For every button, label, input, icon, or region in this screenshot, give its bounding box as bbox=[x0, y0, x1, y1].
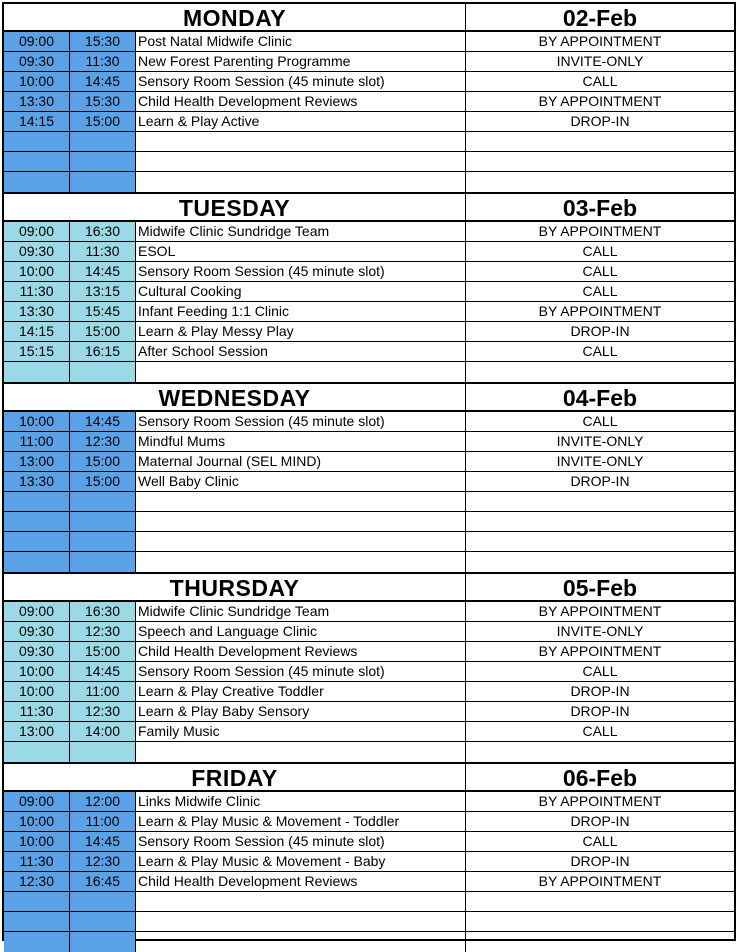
start-time: 09:00 bbox=[4, 222, 70, 241]
schedule-row bbox=[4, 512, 734, 532]
access-type: BY APPOINTMENT bbox=[538, 603, 662, 619]
start-time: 10:00 bbox=[4, 832, 70, 851]
activity-name bbox=[136, 742, 466, 762]
activity-name: Well Baby Clinic bbox=[136, 472, 466, 491]
day-name: TUESDAY bbox=[4, 194, 466, 220]
activity-name bbox=[136, 932, 466, 952]
start-time bbox=[4, 132, 70, 151]
end-time: 12:30 bbox=[70, 702, 136, 721]
end-time: 16:30 bbox=[70, 222, 136, 241]
access-type bbox=[466, 512, 734, 531]
activity-name: Child Health Development Reviews bbox=[136, 872, 466, 891]
schedule-row bbox=[4, 322, 734, 342]
start-time: 10:00 bbox=[4, 412, 70, 431]
end-time: 14:45 bbox=[70, 832, 136, 851]
access-type bbox=[466, 172, 734, 192]
end-time bbox=[70, 492, 136, 511]
start-time: 09:30 bbox=[4, 242, 70, 261]
end-time bbox=[70, 552, 136, 572]
activity-name: Child Health Development Reviews bbox=[136, 92, 466, 111]
activity-name: Cultural Cooking bbox=[136, 282, 466, 301]
day-name: THURSDAY bbox=[4, 574, 466, 600]
activity-name: Links Midwife Clinic bbox=[136, 792, 466, 811]
start-time bbox=[4, 172, 70, 192]
activity-name bbox=[136, 492, 466, 511]
schedule-row bbox=[4, 432, 734, 452]
activity-name: Midwife Clinic Sundridge Team bbox=[136, 222, 466, 241]
end-time: 15:45 bbox=[70, 302, 136, 321]
day-header bbox=[4, 574, 734, 602]
schedule-row bbox=[4, 682, 734, 702]
day-header bbox=[4, 194, 734, 222]
activity-name bbox=[136, 172, 466, 192]
activity-name: Learn & Play Active bbox=[136, 112, 466, 131]
schedule-row bbox=[4, 92, 734, 112]
access-type bbox=[466, 152, 734, 171]
access-type: INVITE-ONLY bbox=[556, 453, 644, 469]
access-type bbox=[466, 932, 734, 952]
end-time: 15:00 bbox=[70, 642, 136, 661]
end-time bbox=[70, 362, 136, 382]
schedule-row bbox=[4, 72, 734, 92]
end-time bbox=[70, 912, 136, 931]
end-time bbox=[70, 532, 136, 551]
activity-name bbox=[136, 132, 466, 151]
day-name: MONDAY bbox=[4, 4, 466, 30]
day-section-tuesday bbox=[4, 194, 734, 384]
schedule-row bbox=[4, 792, 734, 812]
access-type: BY APPOINTMENT bbox=[538, 33, 662, 49]
activity-name: Sensory Room Session (45 minute slot) bbox=[136, 662, 466, 681]
start-time bbox=[4, 532, 70, 551]
activity-name: Family Music bbox=[136, 722, 466, 741]
schedule-row bbox=[4, 302, 734, 322]
schedule-row bbox=[4, 532, 734, 552]
activity-name: Learn & Play Creative Toddler bbox=[136, 682, 466, 701]
end-time: 14:45 bbox=[70, 72, 136, 91]
schedule-row bbox=[4, 832, 734, 852]
schedule-row bbox=[4, 472, 734, 492]
end-time: 12:00 bbox=[70, 792, 136, 811]
schedule-row bbox=[4, 342, 734, 362]
start-time: 11:00 bbox=[4, 432, 70, 451]
day-date: 05-Feb bbox=[562, 575, 638, 601]
activity-name: After School Session bbox=[136, 342, 466, 361]
access-type: DROP-IN bbox=[570, 703, 630, 719]
start-time bbox=[4, 742, 70, 762]
end-time: 14:45 bbox=[70, 412, 136, 431]
start-time: 11:30 bbox=[4, 282, 70, 301]
schedule-row bbox=[4, 112, 734, 132]
access-type: DROP-IN bbox=[570, 473, 630, 489]
access-type: CALL bbox=[582, 663, 618, 679]
schedule-row bbox=[4, 132, 734, 152]
activity-name: Sensory Room Session (45 minute slot) bbox=[136, 412, 466, 431]
end-time: 13:15 bbox=[70, 282, 136, 301]
activity-name bbox=[136, 532, 466, 551]
access-type: DROP-IN bbox=[570, 683, 630, 699]
access-type: BY APPOINTMENT bbox=[538, 303, 662, 319]
schedule-row bbox=[4, 32, 734, 52]
day-header bbox=[4, 384, 734, 412]
access-type: BY APPOINTMENT bbox=[538, 643, 662, 659]
day-date: 02-Feb bbox=[562, 5, 638, 31]
schedule-row bbox=[4, 702, 734, 722]
end-time: 14:00 bbox=[70, 722, 136, 741]
access-type: CALL bbox=[582, 413, 618, 429]
access-type bbox=[466, 912, 734, 931]
start-time: 13:30 bbox=[4, 92, 70, 111]
end-time: 11:00 bbox=[70, 682, 136, 701]
schedule-row bbox=[4, 642, 734, 662]
access-type: DROP-IN bbox=[570, 853, 630, 869]
schedule-row bbox=[4, 222, 734, 242]
start-time: 13:00 bbox=[4, 722, 70, 741]
end-time: 15:00 bbox=[70, 472, 136, 491]
access-type: CALL bbox=[582, 833, 618, 849]
start-time: 14:15 bbox=[4, 322, 70, 341]
day-date: 03-Feb bbox=[562, 195, 638, 221]
schedule-row bbox=[4, 172, 734, 192]
weekly-timetable bbox=[2, 2, 736, 941]
end-time bbox=[70, 932, 136, 952]
access-type: CALL bbox=[582, 73, 618, 89]
start-time: 09:30 bbox=[4, 642, 70, 661]
day-header bbox=[4, 4, 734, 32]
end-time bbox=[70, 132, 136, 151]
start-time: 10:00 bbox=[4, 72, 70, 91]
start-time bbox=[4, 912, 70, 931]
start-time: 13:30 bbox=[4, 472, 70, 491]
access-type bbox=[466, 492, 734, 511]
schedule-row bbox=[4, 152, 734, 172]
schedule-row bbox=[4, 912, 734, 932]
end-time: 16:15 bbox=[70, 342, 136, 361]
access-type: INVITE-ONLY bbox=[556, 623, 644, 639]
access-type: DROP-IN bbox=[570, 113, 630, 129]
access-type: BY APPOINTMENT bbox=[538, 223, 662, 239]
start-time: 10:00 bbox=[4, 662, 70, 681]
start-time: 09:00 bbox=[4, 32, 70, 51]
activity-name: Sensory Room Session (45 minute slot) bbox=[136, 262, 466, 281]
access-type: BY APPOINTMENT bbox=[538, 873, 662, 889]
activity-name: Learn & Play Music & Movement - Baby bbox=[136, 852, 466, 871]
access-type: INVITE-ONLY bbox=[556, 433, 644, 449]
day-section-thursday bbox=[4, 574, 734, 764]
activity-name: Learn & Play Music & Movement - Toddler bbox=[136, 812, 466, 831]
end-time: 14:45 bbox=[70, 262, 136, 281]
start-time: 09:30 bbox=[4, 622, 70, 641]
end-time: 15:00 bbox=[70, 322, 136, 341]
access-type bbox=[466, 362, 734, 382]
schedule-row bbox=[4, 872, 734, 892]
activity-name: Infant Feeding 1:1 Clinic bbox=[136, 302, 466, 321]
activity-name: Learn & Play Messy Play bbox=[136, 322, 466, 341]
access-type bbox=[466, 132, 734, 151]
access-type: BY APPOINTMENT bbox=[538, 793, 662, 809]
start-time bbox=[4, 492, 70, 511]
day-date: 06-Feb bbox=[562, 765, 638, 791]
end-time bbox=[70, 512, 136, 531]
start-time: 10:00 bbox=[4, 262, 70, 281]
activity-name bbox=[136, 152, 466, 171]
activity-name bbox=[136, 552, 466, 572]
activity-name: Learn & Play Baby Sensory bbox=[136, 702, 466, 721]
end-time: 16:45 bbox=[70, 872, 136, 891]
schedule-row bbox=[4, 452, 734, 472]
schedule-row bbox=[4, 722, 734, 742]
access-type bbox=[466, 742, 734, 762]
schedule-row bbox=[4, 742, 734, 762]
schedule-row bbox=[4, 932, 734, 952]
start-time: 10:00 bbox=[4, 812, 70, 831]
activity-name: Post Natal Midwife Clinic bbox=[136, 32, 466, 51]
access-type: CALL bbox=[582, 723, 618, 739]
day-name: FRIDAY bbox=[4, 764, 466, 790]
access-type: CALL bbox=[582, 263, 618, 279]
access-type: CALL bbox=[582, 343, 618, 359]
day-date: 04-Feb bbox=[562, 385, 638, 411]
start-time bbox=[4, 362, 70, 382]
start-time: 13:00 bbox=[4, 452, 70, 471]
start-time: 09:00 bbox=[4, 792, 70, 811]
schedule-row bbox=[4, 602, 734, 622]
activity-name: Sensory Room Session (45 minute slot) bbox=[136, 72, 466, 91]
day-name: WEDNESDAY bbox=[4, 384, 466, 410]
start-time bbox=[4, 892, 70, 911]
schedule-row bbox=[4, 552, 734, 572]
activity-name: Maternal Journal (SEL MIND) bbox=[136, 452, 466, 471]
schedule-row bbox=[4, 812, 734, 832]
activity-name bbox=[136, 512, 466, 531]
access-type bbox=[466, 552, 734, 572]
schedule-row bbox=[4, 852, 734, 872]
access-type: DROP-IN bbox=[570, 323, 630, 339]
end-time: 12:30 bbox=[70, 622, 136, 641]
schedule-row bbox=[4, 52, 734, 72]
schedule-row bbox=[4, 662, 734, 682]
start-time: 09:00 bbox=[4, 602, 70, 621]
start-time: 12:30 bbox=[4, 872, 70, 891]
end-time bbox=[70, 742, 136, 762]
schedule-row bbox=[4, 492, 734, 512]
schedule-row bbox=[4, 622, 734, 642]
end-time: 11:30 bbox=[70, 242, 136, 261]
start-time bbox=[4, 932, 70, 952]
start-time: 09:30 bbox=[4, 52, 70, 71]
start-time bbox=[4, 152, 70, 171]
end-time: 15:30 bbox=[70, 32, 136, 51]
start-time: 10:00 bbox=[4, 682, 70, 701]
day-header bbox=[4, 764, 734, 792]
start-time bbox=[4, 512, 70, 531]
activity-name: Midwife Clinic Sundridge Team bbox=[136, 602, 466, 621]
schedule-row bbox=[4, 282, 734, 302]
end-time bbox=[70, 172, 136, 192]
end-time bbox=[70, 152, 136, 171]
activity-name bbox=[136, 362, 466, 382]
access-type: BY APPOINTMENT bbox=[538, 93, 662, 109]
start-time: 13:30 bbox=[4, 302, 70, 321]
end-time: 15:30 bbox=[70, 92, 136, 111]
day-section-wednesday bbox=[4, 384, 734, 574]
end-time: 11:00 bbox=[70, 812, 136, 831]
access-type: CALL bbox=[582, 283, 618, 299]
access-type bbox=[466, 892, 734, 911]
end-time: 12:30 bbox=[70, 852, 136, 871]
day-section-monday bbox=[4, 4, 734, 194]
activity-name bbox=[136, 912, 466, 931]
activity-name: Child Health Development Reviews bbox=[136, 642, 466, 661]
schedule-row bbox=[4, 262, 734, 282]
activity-name: New Forest Parenting Programme bbox=[136, 52, 466, 71]
end-time bbox=[70, 892, 136, 911]
start-time: 11:30 bbox=[4, 702, 70, 721]
activity-name: ESOL bbox=[136, 242, 466, 261]
access-type: CALL bbox=[582, 243, 618, 259]
activity-name: Mindful Mums bbox=[136, 432, 466, 451]
start-time: 11:30 bbox=[4, 852, 70, 871]
end-time: 15:00 bbox=[70, 112, 136, 131]
start-time: 14:15 bbox=[4, 112, 70, 131]
start-time: 15:15 bbox=[4, 342, 70, 361]
end-time: 15:00 bbox=[70, 452, 136, 471]
day-section-friday bbox=[4, 764, 734, 952]
end-time: 11:30 bbox=[70, 52, 136, 71]
activity-name: Speech and Language Clinic bbox=[136, 622, 466, 641]
schedule-row bbox=[4, 892, 734, 912]
activity-name bbox=[136, 892, 466, 911]
end-time: 12:30 bbox=[70, 432, 136, 451]
access-type bbox=[466, 532, 734, 551]
activity-name: Sensory Room Session (45 minute slot) bbox=[136, 832, 466, 851]
schedule-row bbox=[4, 362, 734, 382]
schedule-row bbox=[4, 412, 734, 432]
end-time: 14:45 bbox=[70, 662, 136, 681]
access-type: DROP-IN bbox=[570, 813, 630, 829]
schedule-row bbox=[4, 242, 734, 262]
end-time: 16:30 bbox=[70, 602, 136, 621]
access-type: INVITE-ONLY bbox=[556, 53, 644, 69]
start-time bbox=[4, 552, 70, 572]
